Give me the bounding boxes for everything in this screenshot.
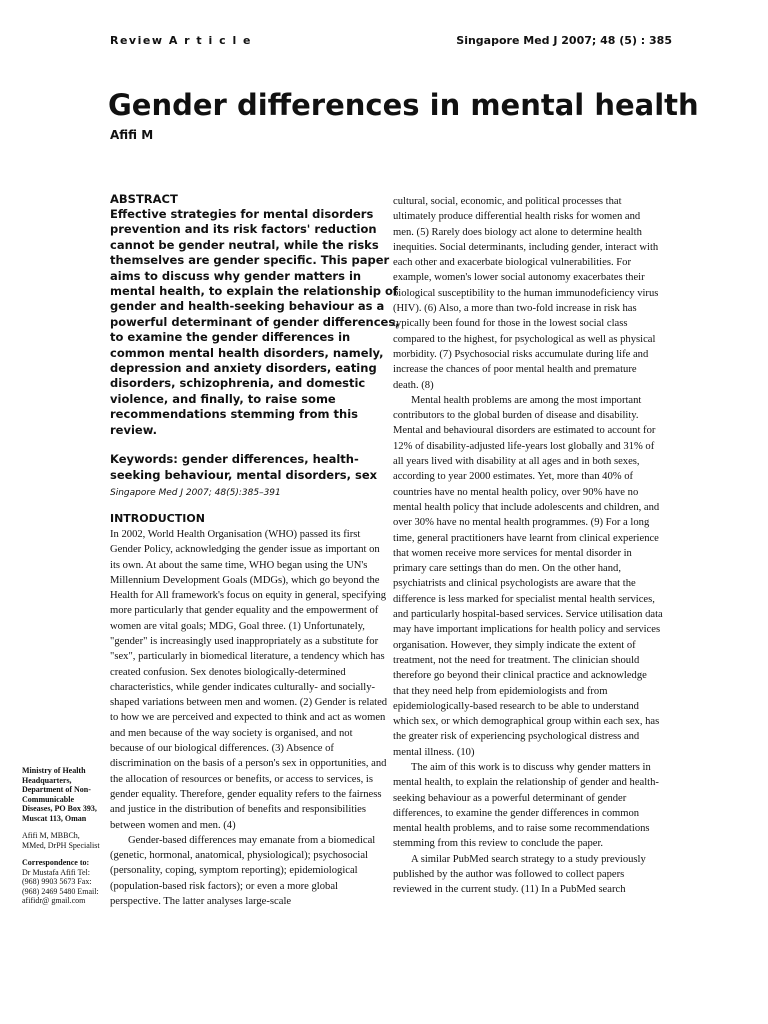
introduction-heading: INTRODUCTION	[110, 511, 205, 525]
introduction-paragraph: Gender-based differences may emanate from a biomedical (genetic, hormonal, anatomical, physiological); psychosocial (personality, coping, symptom reporting); epidemiological (population-based risk factors); or even a more global perspective. The latter analyses large-scale	[110, 834, 376, 908]
affiliation: Ministry of Health Headquarters, Department of Non-Communicable Diseases, PO Box 393, Muscat 113, Oman	[22, 766, 97, 823]
author-credentials: Afifi M, MBBCh, MMed, DrPH Specialist	[22, 831, 100, 850]
article-title: Gender differences in mental health	[108, 88, 699, 122]
correspondence-details: Dr Mustafa Afifi Tel: (968) 9903 5673 Fax: (968) 2469 5480 Email: afifidr@ gmail.com	[22, 867, 99, 905]
body-paragraph: Mental health problems are among the most important contributors to the global burden of disease and disability. Mental and behavioural disorders are estimated to account for 12% of disability-adjusted life-years lost globally and 31% of all years lived with disability at all ages and in both sexes, according to year 2000 estimates. Yet, more than 40% of countries have no mental health policy, over 90% have no mental health policy that include adolescents and children, and over 30% have no mental health programmes. (9) For a long time, general practitioners have learnt from clinical experience that women receive more services for mental disorder in primary care settings than do men. On the other hand, psychiatrists and clinical psychologists are aware that the difference is less marked for specialist mental health services, and particularly hospital-based services. Service utilisation data may have important implications for health policy and services organisation. However, they simply indicate the extent of treatment, not the need for treatment. The clinician should therefore go beyond their clinical practice and acknowledge that they need help from epidemiologists and from epidemiologically-based research to be able to understand which sex, or which demographical group within each sex, has the greater risk of experiencing psychological distress and mental illness. (10)	[393, 394, 663, 758]
journal-reference: Singapore Med J 2007; 48 (5) : 385	[456, 34, 672, 47]
article-type-label: Review A r t i c l e	[110, 34, 253, 47]
body-paragraph: A similar PubMed search strategy to a study previously published by the author was followed to collect papers reviewed in the current study. (11) In a PubMed search	[393, 853, 646, 896]
citation: Singapore Med J 2007; 48(5):385–391	[110, 487, 281, 498]
right-column	[393, 194, 663, 898]
keywords: Keywords: gender differences, health-seeking behaviour, mental disorders, sex	[110, 452, 378, 482]
author-sidebar	[22, 766, 104, 914]
abstract-text: Effective strategies for mental disorders prevention and its risk factors' reduction cannot be gender neutral, while the risks themselves are gender specific. This paper aims to discuss why gender matters in mental health, to explain the relationship of gender and health-seeking behaviour as a powerful determinant of gender differences, to examine the gender differences in common mental health disorders, namely, depression and anxiety disorders, eating disorders, schizophrenia, and domestic violence, and finally, to raise some recommendations stemming from this review.	[110, 207, 400, 437]
body-paragraph: The aim of this work is to discuss why gender matters in mental health, to explain the relationship of gender and health-seeking behaviour as a powerful determinant of gender differences, to examine the gender differences in common mental health problems, and to raise some recommendations stemming from this review to conclude the paper.	[393, 761, 659, 850]
author-name: Afifi M	[110, 128, 154, 142]
body-paragraph: cultural, social, economic, and political processes that ultimately produce differential health risks for women and men. (5) Rarely does biology act alone to determine health inequities. Social determinants, including gender, interact with each other and exacerbate biological vulnerabilities. For example, women's lower social autonomy exacerbates their biological susceptibility to the human immunodeficiency virus (HIV). (6) Also, a more than two-fold increase in risk has typically been found for those in the lowest social class compared to the highest, for psychological as well as physical morbidity. (7) Psychosocial risks accumulate during life and increase the chances of poor mental health and premature death. (8)	[393, 196, 659, 391]
correspondence-label: Correspondence to:	[22, 858, 90, 867]
abstract-heading: ABSTRACT	[110, 192, 178, 206]
introduction-paragraph: In 2002, World Health Organisation (WHO) passed its first Gender Policy, acknowledging the gender issue as important on its own. At about the same time, WHO began using the UN's Millennium Development Goals (MDGs), which go beyond the Health for All framework's focus on equity in general, specifying more particularly that gender equality and the empowerment of women are vital goals; MDG, Goal three. (1) Unfortunately, "gender" is increasingly used inappropriately as a substitute for "sex", particularly in biomedical literature, a tendency which has created confusion. Sex denotes biologically-determined characteristics, while gender indicates culturally- and socially-shaped variations between men and women. (2) Gender is related to how we are perceived and expected to think and act as women and men because of the way society is organised, and not because of our biological differences. (3) Absence of discrimination on the basis of a person's sex in opportunities, and the allocation of resources or benefits, or access to services, is gender equality. Therefore, gender equality refers to the fairness and justice in the distribution of benefits and responsibilities between women and men. (4)	[110, 528, 388, 831]
left-column	[110, 192, 400, 909]
